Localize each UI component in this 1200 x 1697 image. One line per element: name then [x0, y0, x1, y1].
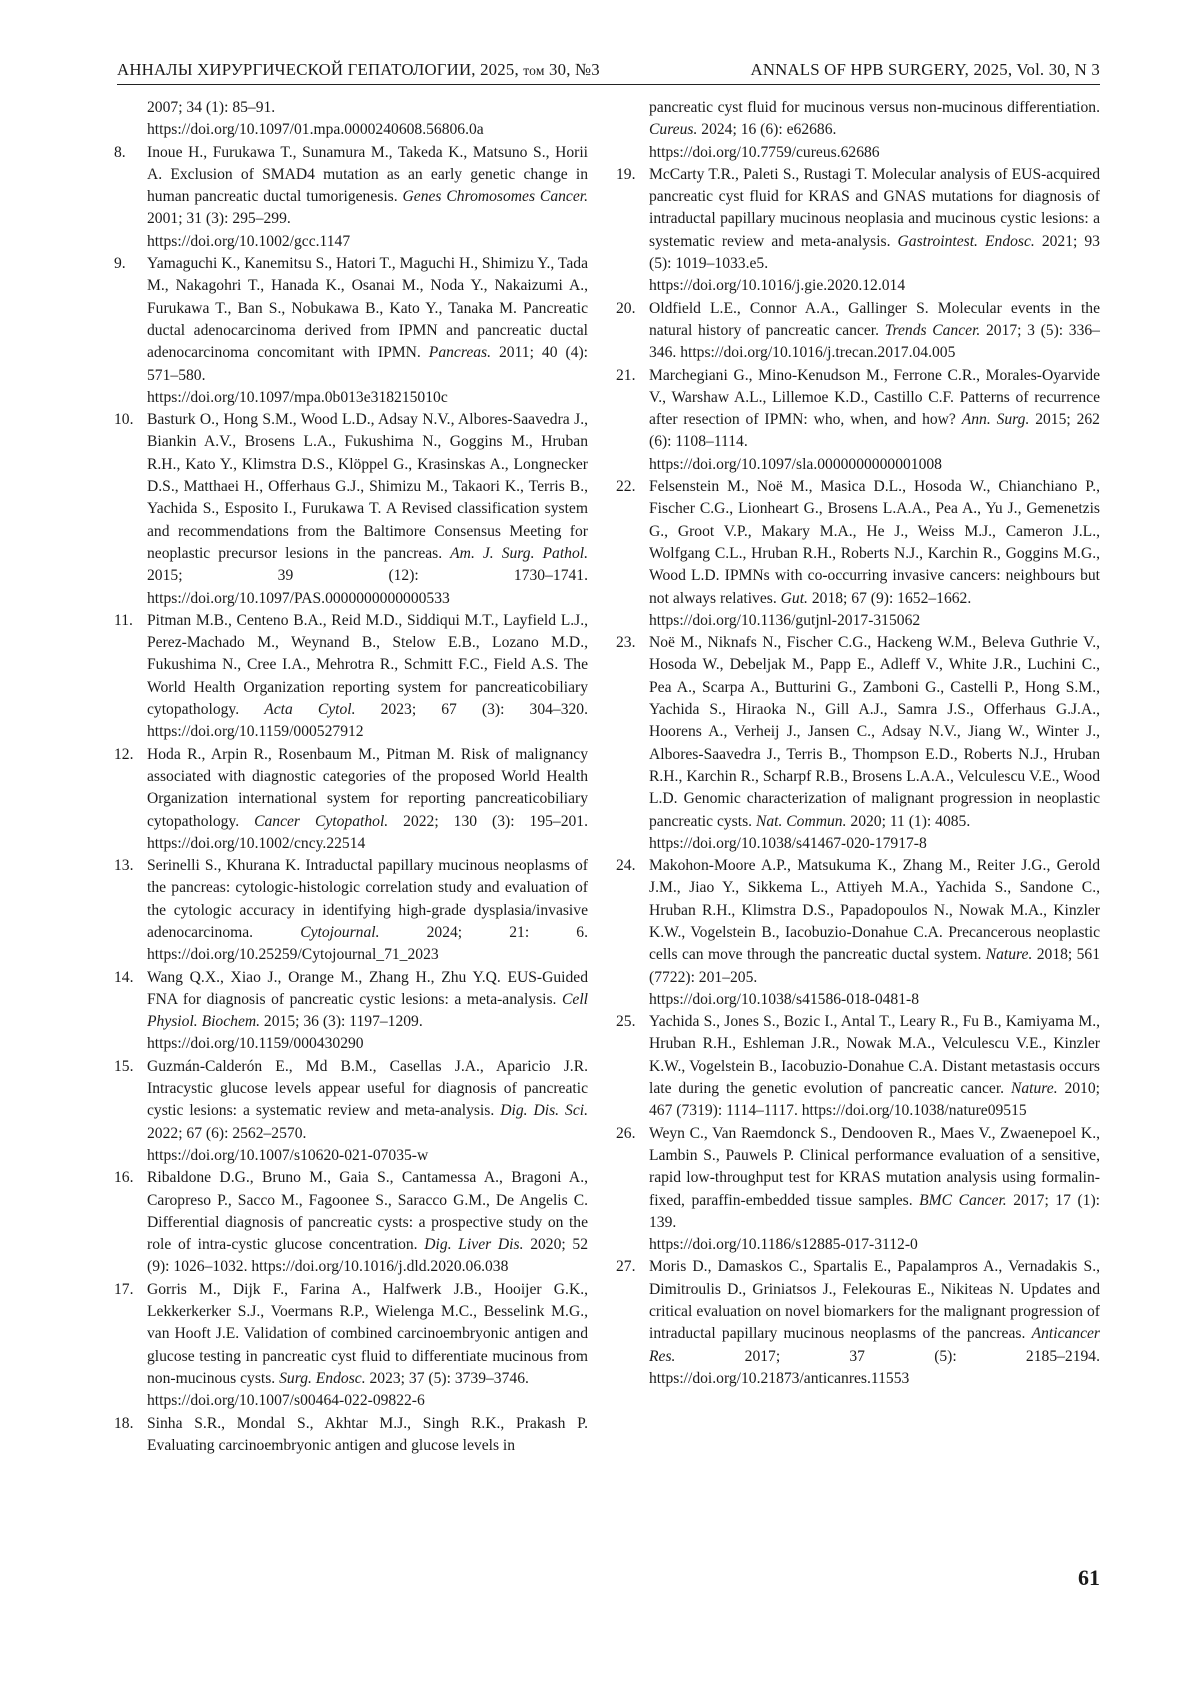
reference-text [147, 253, 588, 387]
continuation-text: 2007; 34 (1): 85–91. [147, 99, 276, 116]
reference-body: Makohon-Moore A.P., Matsukuma K., Zhang M., Reiter J.G., Gerold J.M., Jiao Y., Sikkema L., Attiyeh M.A., Yachida S., Sandone C., Hruban R.H., Klimstra D.S., Papadopoulos N., Nowak M.A., Kinzler K.W., Vogelstein B., Iacobuzio-Donahue C.A. Precancerous neoplastic cells can move through the pancreatic ductal system. [649, 857, 1100, 964]
reference-item [114, 1167, 588, 1278]
journal-name: Nature. [1010, 1080, 1058, 1098]
reference-continuation-right [616, 97, 1100, 164]
journal-name: Dig. Dis. Sci. [500, 1102, 588, 1120]
reference-number: 13. [114, 857, 134, 875]
reference-tail: 2015; 262 (6): 1108–1114. [649, 411, 1100, 451]
header-vol-word: том [523, 63, 545, 78]
reference-item [616, 1123, 1100, 1257]
reference-tail: 2024; 16 (6): e62686. [697, 121, 837, 139]
reference-body: Noë M., Niknafs N., Fischer C.G., Hackeng W.M., Beleva Guthrie V., Hosoda W., Debeljak M., Papp E., Adleff V., White J.R., Luchini C., Pea A., Scarpa A., Butturini G., Zamboni G., Castelli P., Hong S.M., Yachida S., Hiraoka N., Gill A.J., Samra J.S., Offerhaus G.J.A., Hoorens A., Verheij J., Jansen C., Adsay N.V., Jiang W., Winter J., Albores-Saavedra J., Terris B., Thompson E.D., Roberts N.J., Hruban R.H., Karchin R., Scharpf R.B., Brosens L.A.A., Velculescu V.E., Wood L.D. Genomic characterization of malignant progression in neoplastic pancreatic cysts. [649, 634, 1100, 830]
reference-body: Basturk O., Hong S.M., Wood L.D., Adsay N.V., Albores-Saavedra J., Biankin A.V., Brosens L.A., Fukushima N., Goggins M., Hruban R.H., Kato Y., Klimstra D.S., Klöppel G., Krasinskas A., Longnecker D.S., Matthaei H., Offerhaus G.J., Shimizu M., Takaori K., Terris B., Yachida S., Esposito I., Furukawa T. A Revised classification system and recommendations from the Baltimore Consensus Meeting for neoplastic precursor lesions in the pancreas. [147, 411, 588, 562]
journal-name: Dig. Liver Dis. [424, 1236, 524, 1254]
journal-name: Acta Cytol. [264, 701, 356, 719]
right-column [616, 97, 1100, 1390]
reference-number: 14. [114, 968, 134, 986]
reference-text [147, 1056, 588, 1145]
reference-body: pancreatic cyst fluid for mucinous versus non-mucinous differentiation. [649, 99, 1100, 116]
reference-number: 9. [114, 255, 126, 273]
doi-link[interactable]: https://doi.org/10.1002/gcc.1147 [147, 232, 351, 250]
journal-name: Am. J. Surg. Pathol. [450, 544, 588, 562]
reference-item [114, 610, 588, 744]
journal-name: Nat. Commun. [755, 812, 847, 830]
reference-text [649, 1011, 1100, 1122]
doi-link[interactable]: https://doi.org/10.1038/s41586-018-0481-8 [649, 990, 920, 1008]
reference-tail: 2010; 467 (7319): 1114–1117. https://doi.org/10.1038/nature09515 [649, 1080, 1100, 1120]
reference-tail: 2022; 67 (6): 2562–2570. [147, 1124, 307, 1142]
reference-continuation-left [114, 97, 588, 142]
reference-text [649, 476, 1100, 610]
journal-name: Genes Chromosomes Cancer. [402, 188, 588, 206]
reference-text [147, 855, 588, 966]
reference-text [649, 298, 1100, 365]
reference-text [147, 409, 588, 610]
doi-link[interactable]: https://doi.org/10.1097/sla.0000000000001008 [649, 455, 942, 473]
reference-tail: 2001; 31 (3): 295–299. [147, 210, 291, 228]
reference-item [616, 632, 1100, 855]
journal-name: Cytojournal. [300, 923, 380, 941]
journal-name: Surg. Endosc. [279, 1369, 366, 1387]
reference-tail: 2020; 11 (1): 4085. [846, 812, 971, 830]
reference-tail: 2023; 37 (5): 3739–3746. [365, 1369, 529, 1387]
reference-tail: 2017; 17 (1): 139. [649, 1191, 1100, 1231]
reference-text [649, 365, 1100, 454]
reference-body: Moris D., Damaskos C., Spartalis E., Papalampros A., Vernadakis S., Dimitroulis D., Griniatsos J., Felekouras E., Nikiteas N. Updates and critical evaluation on novel biomarkers for the malignant progression of intraductal papillary mucinous neoplasms of the pancreas. [649, 1258, 1100, 1343]
header-vol-ru: 30, №3 [549, 60, 600, 79]
reference-item [616, 298, 1100, 365]
journal-name: Gut. [780, 589, 808, 607]
reference-text [649, 1123, 1100, 1234]
reference-text [649, 1256, 1100, 1390]
journal-name: Cureus. [649, 121, 698, 139]
reference-text [147, 1413, 588, 1458]
reference-number: 21. [616, 366, 636, 384]
journal-name: Pancreas. [428, 344, 492, 362]
reference-item [616, 855, 1100, 1011]
reference-body: Felsenstein M., Noë M., Masica D.L., Hosoda W., Chianchiano P., Fischer C.G., Lionheart G., Brosens L.A.A., Pea A., Yu J., Gemenetzis G., Groot V.P., Makary M.A., He J., Weiss M.J., Cameron J.L., Wolfgang C.L., Hruban R.H., Roberts N.J., Karchin R., Goggins M.G., Wood L.D. IPMNs with co-occurring invasive cancers: neighbours but not always relatives. [649, 478, 1100, 607]
doi-link[interactable]: https://doi.org/10.1097/01.mpa.0000240608.56806.0a [147, 121, 484, 139]
reference-item [114, 1056, 588, 1167]
reference-item [114, 1413, 588, 1458]
doi-link[interactable]: https://doi.org/10.1007/s00464-022-09822-6 [147, 1392, 425, 1410]
reference-item [616, 1256, 1100, 1390]
reference-item [114, 409, 588, 610]
header-title-ru: АННАЛЫ ХИРУРГИЧЕСКОЙ ГЕПАТОЛОГИИ, 2025, [117, 60, 519, 79]
journal-name: Cell Physiol. Biochem. [147, 990, 588, 1031]
header-journal-en: ANNALS OF HPB SURGERY, 2025, Vol. 30, N 3 [750, 60, 1100, 79]
reference-tail: 2017; 3 (5): 336–346. https://doi.org/10.1016/j.trecan.2017.04.005 [649, 321, 1100, 362]
journal-name: Gastrointest. Endosc. [897, 232, 1035, 250]
reference-tail: 2020; 52 (9): 1026–1032. https://doi.org/10.1016/j.dld.2020.06.038 [147, 1236, 589, 1276]
journal-name: Ann. Surg. [961, 411, 1030, 429]
header-journal-ru [117, 60, 600, 80]
reference-body: Pitman M.B., Centeno B.A., Reid M.D., Siddiqui M.T., Layfield L.J., Perez-Machado M., Weynand B., Stelow E.B., Lozano M.D., Fukushima N., Cree I.A., Mehrotra R., Schmitt F.C., Field A.S. The World Health Organization reporting system for pancreaticobiliary cytopathology. [147, 611, 588, 719]
reference-number: 26. [616, 1124, 636, 1142]
reference-number: 19. [616, 165, 636, 183]
reference-number: 8. [114, 143, 126, 161]
reference-text [649, 632, 1100, 833]
reference-text [649, 97, 1100, 142]
journal-name: Trends Cancer. [884, 321, 981, 339]
journal-name: Cancer Cytopathol. [254, 812, 389, 830]
reference-body: McCarty T.R., Paleti S., Rustagi T. Molecular analysis of EUS-acquired pancreatic cyst fluid for KRAS and GNAS mutations for diagnosis of intraductal papillary mucinous neoplasia and mucinous cystic lesions: a systematic review and meta-analysis. [649, 165, 1100, 250]
reference-text [147, 610, 588, 744]
reference-body: Yamaguchi K., Kanemitsu S., Hatori T., Maguchi H., Shimizu Y., Tada M., Nakagohri T., Hanada K., Osanai M., Noda Y., Nakaizumi A., Furukawa T., Ban S., Nobukawa B., Kato Y., Tanaka M. Pancreatic ductal adenocarcinoma derived from IPMN and pancreatic ductal adenocarcinoma concomitant with IPMN. [147, 255, 588, 362]
reference-tail: 2015; 36 (3): 1197–1209. [260, 1013, 423, 1031]
reference-tail: 2018; 67 (9): 1652–1662. [807, 589, 972, 607]
reference-tail: 2018; 561 (7722): 201–205. [649, 946, 1100, 986]
reference-text [147, 1167, 588, 1278]
journal-name: Nature. [985, 946, 1033, 964]
reference-text [147, 744, 588, 855]
reference-body: Marchegiani G., Mino-Kenudson M., Ferrone C.R., Morales-Oyarvide V., Warshaw A.L., Lillemoe K.D., Castillo C.F. Patterns of recurrence after resection of IPMN: who, when, and how? [649, 366, 1100, 429]
reference-item [114, 744, 588, 855]
reference-item [114, 967, 588, 1056]
left-column [114, 97, 588, 1457]
reference-tail: 2017; 37 (5): 2185–2194. https://doi.org/10.21873/anticanres.11553 [649, 1347, 1100, 1387]
reference-body: Wang Q.X., Xiao J., Orange M., Zhang H., Zhu Y.Q. EUS-Guided FNA for diagnosis of pancreatic cystic lesions: a meta-analysis. [147, 968, 588, 1008]
reference-text [147, 1279, 588, 1390]
page-number: 61 [1078, 1565, 1100, 1590]
reference-text [147, 142, 588, 231]
reference-number: 27. [616, 1258, 636, 1276]
reference-item [114, 855, 588, 966]
doi-link[interactable]: https://doi.org/10.1186/s12885-017-3112-0 [649, 1236, 918, 1254]
reference-body: Serinelli S., Khurana K. Intraductal papillary mucinous neoplasms of the pancreas: cytologic-histologic correlation study and evaluation of the cytologic accuracy in identifying high-grade dysplasia/invasive adenocarcinoma. [147, 857, 588, 941]
doi-link[interactable]: https://doi.org/10.1097/mpa.0b013e318215010c [147, 388, 448, 406]
reference-item [114, 142, 588, 253]
reference-body: Oldfield L.E., Connor A.A., Gallinger S. Molecular events in the natural history of pancreatic cancer. [649, 299, 1100, 339]
doi-link[interactable]: https://doi.org/10.1016/j.gie.2020.12.014 [649, 277, 906, 295]
reference-number: 20. [616, 299, 636, 317]
reference-tail: 2021; 93 (5): 1019–1033.e5. [649, 232, 1100, 273]
reference-body: Guzmán-Calderón E., Md B.M., Casellas J.A., Aparicio J.R. Intracystic glucose levels appear useful for diagnosis of pancreatic cystic lesions: a systematic review and meta-analysis. [147, 1057, 588, 1120]
journal-name: BMC Cancer. [919, 1191, 1007, 1209]
reference-number: 18. [114, 1414, 134, 1432]
reference-number: 11. [114, 611, 133, 629]
reference-text [147, 967, 588, 1034]
reference-body: Inoue H., Furukawa T., Sunamura M., Takeda K., Matsuno S., Horii A. Exclusion of SMAD4 mutation as an early genetic change in human pancreatic ductal tumorigenesis. [147, 143, 588, 206]
reference-tail: 2011; 40 (4): 571–580. [147, 344, 589, 384]
doi-link[interactable]: https://doi.org/10.1038/s41467-020-17917-8 [649, 834, 927, 852]
reference-number: 16. [114, 1169, 134, 1187]
reference-number: 23. [616, 634, 636, 652]
doi-link[interactable]: https://doi.org/10.1136/gutjnl-2017-315062 [649, 611, 921, 629]
reference-item [616, 365, 1100, 476]
reference-item [616, 476, 1100, 632]
doi-link[interactable]: https://doi.org/10.1159/000430290 [147, 1035, 364, 1053]
reference-body: Gorris M., Dijk F., Farina A., Halfwerk J.B., Hooijer G.K., Lekkerkerker S.J., Voermans R.P., Wielenga M.C., Besselink M.G., van Hooft J.E. Validation of combined carcinoembryonic antigen and glucose testing in pancreatic cyst fluid to differentiate mucinous from non-mucinous cysts. [147, 1280, 588, 1387]
reference-text [649, 855, 1100, 989]
reference-number: 15. [114, 1057, 134, 1075]
reference-number: 22. [616, 478, 636, 496]
reference-body: Yachida S., Jones S., Bozic I., Antal T., Leary R., Fu B., Kamiyama M., Hruban R.H., Eshleman J.R., Nowak M.A., Velculescu V.E., Kinzler K.W., Vogelstein B., Iacobuzio-Donahue C.A. Distant metastasis occurs late during the genetic evolution of pancreatic cancer. [649, 1013, 1100, 1098]
reference-body: Sinha S.R., Mondal S., Akhtar M.J., Singh R.K., Prakash P. Evaluating carcinoembryonic antigen and glucose levels in [147, 1414, 588, 1454]
doi-link[interactable]: https://doi.org/10.1007/s10620-021-07035-w [147, 1146, 429, 1164]
reference-number: 25. [616, 1013, 636, 1031]
reference-body: Ribaldone D.G., Bruno M., Gaia S., Cantamessa A., Bragoni A., Caropreso P., Sacco M., Fagoonee S., Saracco G.M., De Angelis C. Differential diagnosis of pancreatic cysts: a prospective study on the role of intra-cystic glucose concentration. [147, 1169, 588, 1254]
doi-link[interactable]: https://doi.org/10.7759/cureus.62686 [649, 143, 880, 161]
reference-number: 24. [616, 857, 636, 875]
reference-body: Weyn C., Van Raemdonck S., Dendooven R., Maes V., Zwaenepoel K., Lambin S., Pauwels P. Clinical performance evaluation of a sensitive, rapid low-throughput test for KRAS mutation analysis using formalin-fixed, paraffin-embedded tissue samples. [649, 1124, 1100, 1209]
reference-item [114, 253, 588, 409]
running-header [117, 56, 1100, 85]
reference-body: Hoda R., Arpin R., Rosenbaum M., Pitman M. Risk of malignancy associated with diagnostic categories of the proposed World Health Organization international system for reporting pancreaticobiliary cytopathology. [147, 745, 588, 830]
reference-item [114, 1279, 588, 1413]
reference-tail: 2024; 21: 6. https://doi.org/10.25259/Cytojournal_71_2023 [147, 923, 589, 964]
reference-text [649, 164, 1100, 275]
reference-number: 17. [114, 1280, 134, 1298]
reference-item [616, 1011, 1100, 1122]
journal-name: Anticancer Res. [649, 1325, 1100, 1365]
reference-item [616, 164, 1100, 298]
reference-number: 10. [114, 411, 134, 429]
reference-tail: 2023; 67 (3): 304–320. https://doi.org/10.1159/000527912 [147, 701, 588, 741]
reference-tail: 2015; 39 (12): 1730–1741. https://doi.org/10.1097/PAS.0000000000000533 [147, 567, 588, 607]
reference-number: 12. [114, 745, 134, 763]
reference-tail: 2022; 130 (3): 195–201. https://doi.org/10.1002/cncy.22514 [147, 812, 589, 852]
